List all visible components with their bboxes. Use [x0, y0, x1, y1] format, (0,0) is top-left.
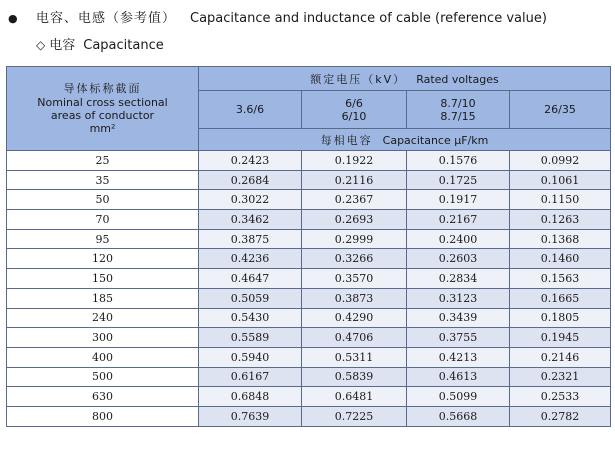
section-column-header — [7, 67, 199, 151]
capacitance-value-cell: 0.5589 — [199, 328, 302, 348]
table-row — [7, 190, 611, 210]
capacitance-value-cell: 0.3123 — [407, 288, 510, 308]
capacitance-unit-header — [199, 129, 611, 151]
rated-header-chinese: 额定电压（kV） — [310, 72, 407, 86]
capacitance-value-cell: 0.3022 — [199, 190, 302, 210]
capacitance-value-cell: 0.6167 — [199, 367, 302, 387]
capacitance-value-cell: 0.1563 — [510, 269, 611, 289]
section-cell: 500 — [7, 367, 199, 387]
capacitance-value-cell: 0.3439 — [407, 308, 510, 328]
table-row — [7, 269, 611, 289]
capacitance-value-cell: 0.2367 — [302, 190, 407, 210]
capacitance-value-cell: 0.1263 — [510, 210, 611, 230]
capacitance-value-cell: 0.5430 — [199, 308, 302, 328]
section-header-line-2: areas of conductor — [50, 109, 155, 122]
table-row — [7, 367, 611, 387]
capacitance-value-cell: 0.3875 — [199, 229, 302, 249]
section-cell: 25 — [7, 151, 199, 171]
capacitance-header-english: Capacitance μF/km — [382, 133, 489, 147]
table-row — [7, 387, 611, 407]
capacitance-value-cell: 0.5099 — [407, 387, 510, 407]
section-cell: 70 — [7, 210, 199, 230]
section-cell: 300 — [7, 328, 199, 348]
capacitance-value-cell: 0.2116 — [302, 170, 407, 190]
subheading-english: Capacitance — [83, 38, 164, 53]
voltage-label: 8.7/15 — [440, 109, 476, 123]
voltage-label: 26/35 — [544, 103, 576, 116]
capacitance-value-cell: 0.7639 — [199, 406, 302, 426]
subheading-chinese: 电容 — [49, 38, 76, 53]
capacitance-value-cell: 0.2400 — [407, 229, 510, 249]
capacitance-value-cell: 0.3570 — [302, 269, 407, 289]
capacitance-value-cell: 0.1665 — [510, 288, 611, 308]
capacitance-value-cell: 0.2603 — [407, 249, 510, 269]
section-cell: 50 — [7, 190, 199, 210]
capacitance-value-cell: 0.6481 — [302, 387, 407, 407]
capacitance-value-cell: 0.1368 — [510, 229, 611, 249]
voltage-header-cell — [199, 91, 302, 129]
table-row — [7, 210, 611, 230]
capacitance-value-cell: 0.2423 — [199, 151, 302, 171]
capacitance-value-cell: 0.4613 — [407, 367, 510, 387]
capacitance-value-cell: 0.4647 — [199, 269, 302, 289]
capacitance-value-cell: 0.2782 — [510, 406, 611, 426]
capacitance-value-cell: 0.3755 — [407, 328, 510, 348]
capacitance-value-cell: 0.2999 — [302, 229, 407, 249]
capacitance-value-cell: 0.2146 — [510, 347, 611, 367]
table-row — [7, 229, 611, 249]
capacitance-value-cell: 0.4213 — [407, 347, 510, 367]
heading-chinese: 电容、电感（参考值） — [36, 11, 177, 26]
capacitance-value-cell: 0.2321 — [510, 367, 611, 387]
voltage-header-cell — [407, 91, 510, 129]
capacitance-value-cell: 0.5839 — [302, 367, 407, 387]
voltage-label: 8.7/10 — [440, 96, 476, 110]
capacitance-value-cell: 0.2167 — [407, 210, 510, 230]
capacitance-value-cell: 0.4706 — [302, 328, 407, 348]
capacitance-value-cell: 0.1805 — [510, 308, 611, 328]
capacitance-value-cell: 0.4290 — [302, 308, 407, 328]
section-cell: 630 — [7, 387, 199, 407]
voltage-label: 6/10 — [341, 109, 367, 123]
capacitance-value-cell: 0.3873 — [302, 288, 407, 308]
section-cell: 800 — [7, 406, 199, 426]
table-row — [7, 328, 611, 348]
capacitance-value-cell: 0.7225 — [302, 406, 407, 426]
capacitance-value-cell: 0.2693 — [302, 210, 407, 230]
capacitance-table-body — [7, 151, 611, 427]
capacitance-value-cell: 0.1460 — [510, 249, 611, 269]
capacitance-value-cell: 0.5668 — [407, 406, 510, 426]
voltage-label: 3.6/6 — [235, 103, 265, 116]
capacitance-value-cell: 0.3462 — [199, 210, 302, 230]
section-cell: 185 — [7, 288, 199, 308]
capacitance-value-cell: 0.1150 — [510, 190, 611, 210]
rated-voltages-header — [199, 67, 611, 91]
heading-english: Capacitance and inductance of cable (reference value) — [190, 11, 547, 26]
section-cell: 240 — [7, 308, 199, 328]
capacitance-value-cell: 0.5311 — [302, 347, 407, 367]
section-cell: 120 — [7, 249, 199, 269]
capacitance-value-cell: 0.1917 — [407, 190, 510, 210]
voltage-label: 6/6 — [345, 96, 363, 110]
capacitance-value-cell: 0.6848 — [199, 387, 302, 407]
section-cell: 95 — [7, 229, 199, 249]
section-cell: 150 — [7, 269, 199, 289]
capacitance-value-cell: 0.2684 — [199, 170, 302, 190]
table-row — [7, 170, 611, 190]
table-row — [7, 249, 611, 269]
table-row — [7, 288, 611, 308]
capacitance-value-cell: 0.2834 — [407, 269, 510, 289]
rated-header-english: Rated voltages — [416, 72, 499, 86]
document-heading — [8, 10, 547, 28]
voltage-header-cell — [302, 91, 407, 129]
capacitance-value-cell: 0.1576 — [407, 151, 510, 171]
section-header-line-1: Nominal cross sectional — [37, 96, 168, 109]
capacitance-table — [6, 66, 611, 427]
capacitance-value-cell: 0.5059 — [199, 288, 302, 308]
table-row — [7, 151, 611, 171]
table-row — [7, 406, 611, 426]
capacitance-value-cell: 0.1725 — [407, 170, 510, 190]
capacitance-header-chinese: 每相电容 — [320, 133, 373, 147]
section-cell: 400 — [7, 347, 199, 367]
capacitance-value-cell: 0.3266 — [302, 249, 407, 269]
section-header-unit: mm² — [89, 122, 116, 135]
capacitance-value-cell: 0.1945 — [510, 328, 611, 348]
capacitance-value-cell: 0.5940 — [199, 347, 302, 367]
capacitance-value-cell: 0.0992 — [510, 151, 611, 171]
table-row — [7, 347, 611, 367]
bullet-icon: ● — [8, 12, 18, 25]
diamond-icon: ◇ — [36, 38, 46, 52]
section-subheading — [36, 36, 164, 55]
section-cell: 35 — [7, 170, 199, 190]
voltage-header-cell — [510, 91, 611, 129]
capacitance-value-cell: 0.1061 — [510, 170, 611, 190]
capacitance-value-cell: 0.2533 — [510, 387, 611, 407]
capacitance-value-cell: 0.1922 — [302, 151, 407, 171]
capacitance-value-cell: 0.4236 — [199, 249, 302, 269]
table-row — [7, 308, 611, 328]
section-header-chinese: 导体标称截面 — [63, 82, 142, 95]
